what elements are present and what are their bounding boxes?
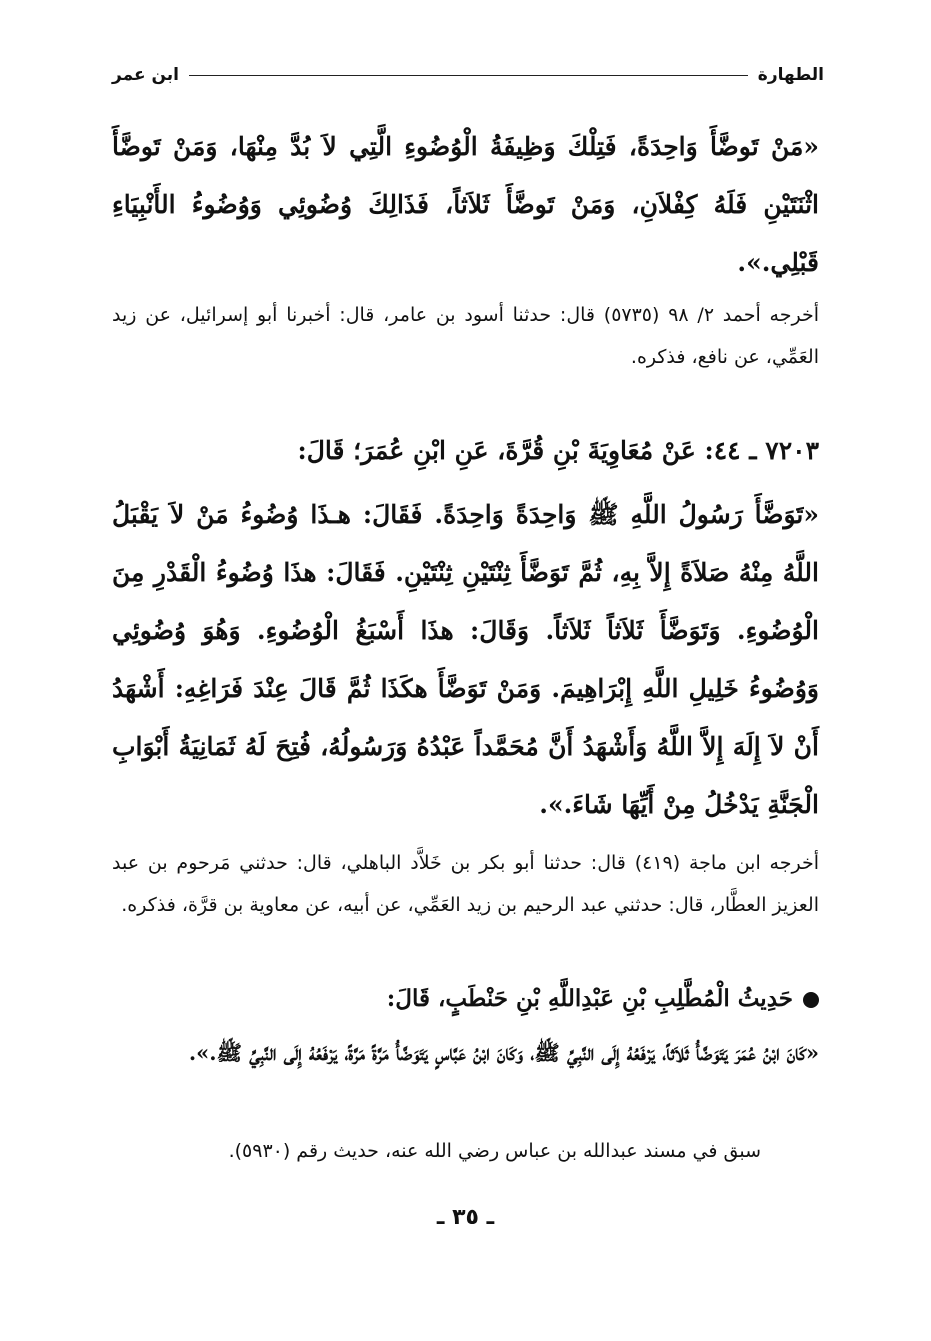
bullet-icon [803, 992, 819, 1008]
musnad-subject: ابن عمر [112, 65, 180, 85]
hadith-1-text: «مَنْ تَوضَّأَ وَاحِدَةً، فَتِلْكَ وَظِيفَةُ الْوُضُوءِ الَّتِي لاَ بُدَّ مِنْهَا، وَمَنْ تَوضَّأَ اثْنَتَيْنِ فَلَهُ كِفْلاَنِ، وَمَنْ تَوضَّأَ ثَلاَثاً، فَذَالِكَ وُضُوئِي وَوُضُوءُ الأَنْبِيَاءِ قَبْلِي.». [112, 132, 819, 277]
header-rule [189, 75, 748, 76]
chapter-title: الطهارة [757, 65, 824, 85]
hadith-3-heading-line [112, 974, 819, 1024]
hadith-3-text: «كَانَ ابْنُ عُمَرَ يَتَوَضَّأُ ثَلاَثاً، يَرْفَعُهُ إِلَى النَّبِيِّ ﷺ، وَكَانَ ابْنُ عَبَّاسٍ يَتَوَضَّأُ مَرَّةً مَرَّةً، يَرْفَعُهُ إِلَى النَّبِيِّ ﷺ.». [188, 1040, 819, 1065]
takhrij-2: أخرجه ابن ماجة (٤١٩) قال: حدثنا أبو بكر بن خَلاَّد الباهلي، قال: حدثني مَرحوم بن عبد العزيز العطَّار، قال: حدثني عبد الرحيم بن زيد العَمِّي، عن أبيه، عن معاوية بن قرَّة، فذكره. [112, 852, 819, 916]
hadith-2-heading: ٧٢٠٣ ـ ٤٤: عَنْ مُعَاوِيَةَ بْنِ قُرَّةَ، عَنِ ابْنِ عُمَرَ؛ قَالَ: [297, 436, 819, 465]
note-3: سبق في مسند عبدالله بن عباس رضي الله عنه، حديث رقم (٥٩٣٠). [228, 1140, 761, 1162]
hadith-3-heading: حَدِيثُ الْمُطَّلِبِ بْنِ عَبْدِاللَّهِ بْنِ حَنْطَبٍ، قَالَ: [386, 985, 793, 1012]
running-header [112, 62, 824, 88]
hadith-2-text: «تَوَضَّأَ رَسُولُ اللَّهِ ﷺ وَاحِدَةً وَاحِدَةً. فَقَالَ: هـذَا وُضُوءُ مَنْ لاَ يَقْبَلُ اللَّهُ مِنْهُ صَلاَةً إِلاَّ بِهِ، ثُمَّ تَوَضَّأَ ثِنْتَيْنِ ثِنْتَيْنِ. فَقَالَ: هذَا وُضُوءُ الْقَدْرِ مِنَ الْوُضُوءِ. وَتَوَضَّأَ ثَلاَثاً ثَلاَثاً. وَقَالَ: هذَا أَسْبَغُ الْوُضُوءِ. وَهُوَ وُضُوئِي وَوُضُوءُ خَلِيلِ اللَّهِ إِبْرَاهِيمَ. وَمَنْ تَوَضَّأَ هكَذَا ثُمَّ قَالَ عِنْدَ فَرَاغِهِ: أَشْهَدُ أَنْ لاَ إِلَهَ إِلاَّ اللَّهُ وَأَشْهَدُ أَنَّ مُحَمَّداً عَبْدُهُ وَرَسُولُهُ، فُتِحَ لَهُ ثَمَانِيَةُ أَبْوَابِ الْجَنَّةِ يَدْخُلُ مِنْ أَيِّهَا شَاءَ.». [112, 500, 819, 819]
takhrij-1: أخرجه أحمد ٢/ ٩٨ (٥٧٣٥) قال: حدثنا أسود بن عامر، قال: أخبرنا أبو إسرائيل، عن زيد العَمِّي، عن نافع، فذكره. [112, 304, 819, 368]
page-number: ـ ٣٥ ـ [436, 1205, 495, 1230]
